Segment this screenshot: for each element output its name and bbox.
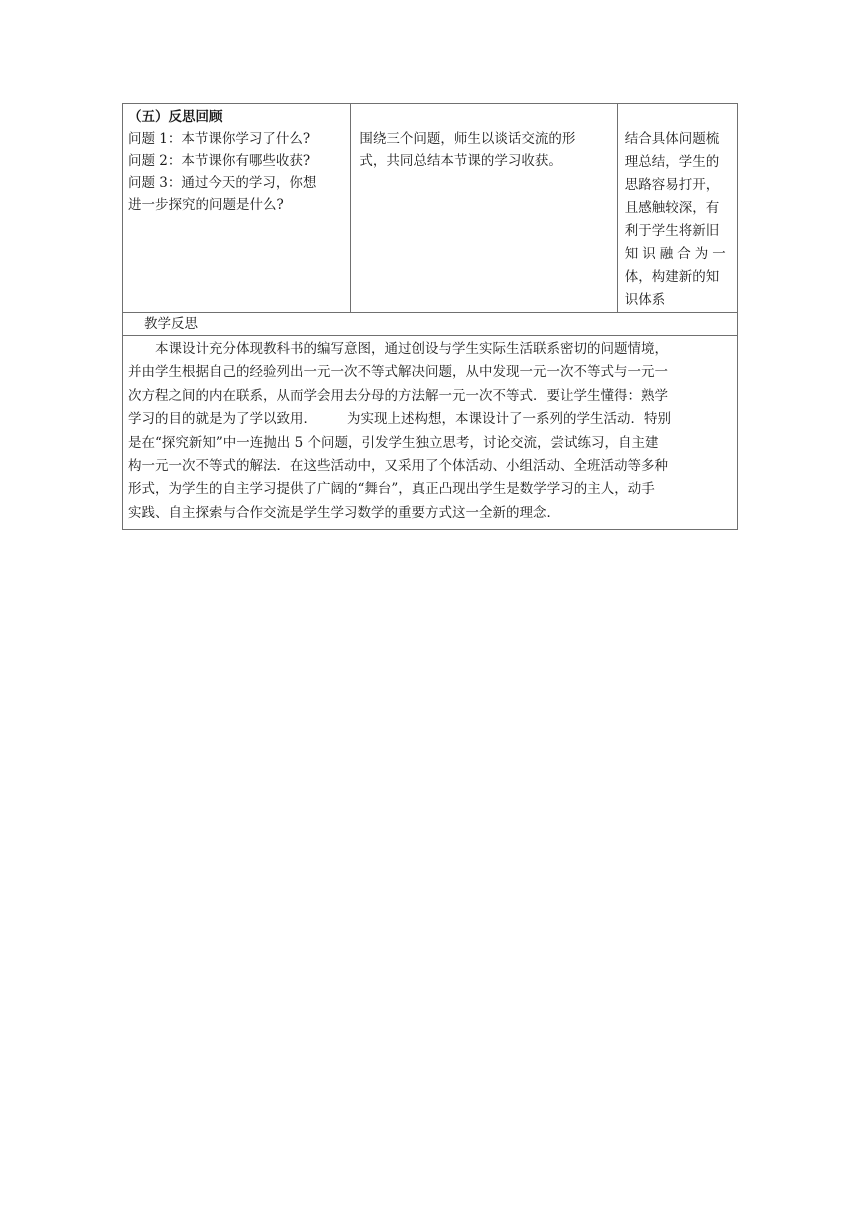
intent-line: 理总结，学生的: [624, 154, 720, 170]
reflection-line: 次方程之间的内在联系，从而学会用去分母的方法解一元一次不等式．要让学生懂得：熟学: [128, 387, 668, 404]
activity-line: 式，共同总结本节课的学习收获。: [359, 153, 562, 169]
reflection-line: 本课设计充分体现教科书的编写意图，通过创设与学生实际生活联系密切的问题情境，: [155, 341, 668, 357]
intent-line: 识体系: [624, 292, 666, 308]
reflection-line: 形式，为学生的自主学习提供了广阔的“舞台”，真正凸现出学生是数学学习的主人，动手: [128, 481, 655, 498]
reflection-line: 是在“探究新知”中一连抛出 5 个问题，引发学生独立思考，讨论交流，尝试练习，自主建: [128, 434, 659, 451]
reflection-line: 并由学生根据自己的经验列出一元一次不等式解决问题，从中发现一元一次不等式与一元一: [128, 364, 668, 381]
design-intent-cell: [617, 104, 737, 313]
reflection-line: 实践、自主探索与合作交流是学生学习数学的重要方式这一全新的理念．: [128, 504, 560, 521]
intent-line: 且感触较深，有: [624, 200, 720, 216]
question-line: 进一步探究的问题是什么?: [128, 197, 284, 213]
reflection-title: 教学反思: [123, 313, 738, 336]
reflection-body-row: [123, 336, 738, 530]
reflection-review-row: [123, 104, 738, 313]
intent-line: 知识融合为一: [624, 246, 730, 262]
activity-line: 围绕三个问题，师生以谈话交流的形: [359, 131, 576, 147]
teacher-activity-cell: [351, 104, 617, 313]
lesson-plan-table: [122, 103, 738, 530]
reflection-line: 学习的目的就是为了学以致用． 为实现上述构想，本课设计了一系列的学生活动．特别: [128, 411, 672, 428]
intent-line: 利于学生将新旧: [624, 223, 720, 239]
reflection-body-cell: [123, 336, 738, 530]
intent-line: 体，构建新的知: [624, 269, 720, 285]
intent-line: 思路容易打开，: [624, 177, 720, 193]
learning-content-cell: [123, 104, 351, 313]
intent-line: 结合具体问题梳: [624, 131, 720, 147]
reflection-title-row: [123, 313, 738, 336]
question-line: 问题 2：本节课你有哪些收获?: [128, 153, 311, 169]
section-heading: （五）反思回顾: [128, 109, 223, 125]
reflection-line: 构一元一次不等式的解法．在这些活动中，又采用了个体活动、小组活动、全班活动等多种: [128, 458, 668, 475]
question-line: 问题 3：通过今天的学习，你想: [128, 175, 317, 191]
question-line: 问题 1：本节课你学习了什么?: [128, 131, 311, 147]
